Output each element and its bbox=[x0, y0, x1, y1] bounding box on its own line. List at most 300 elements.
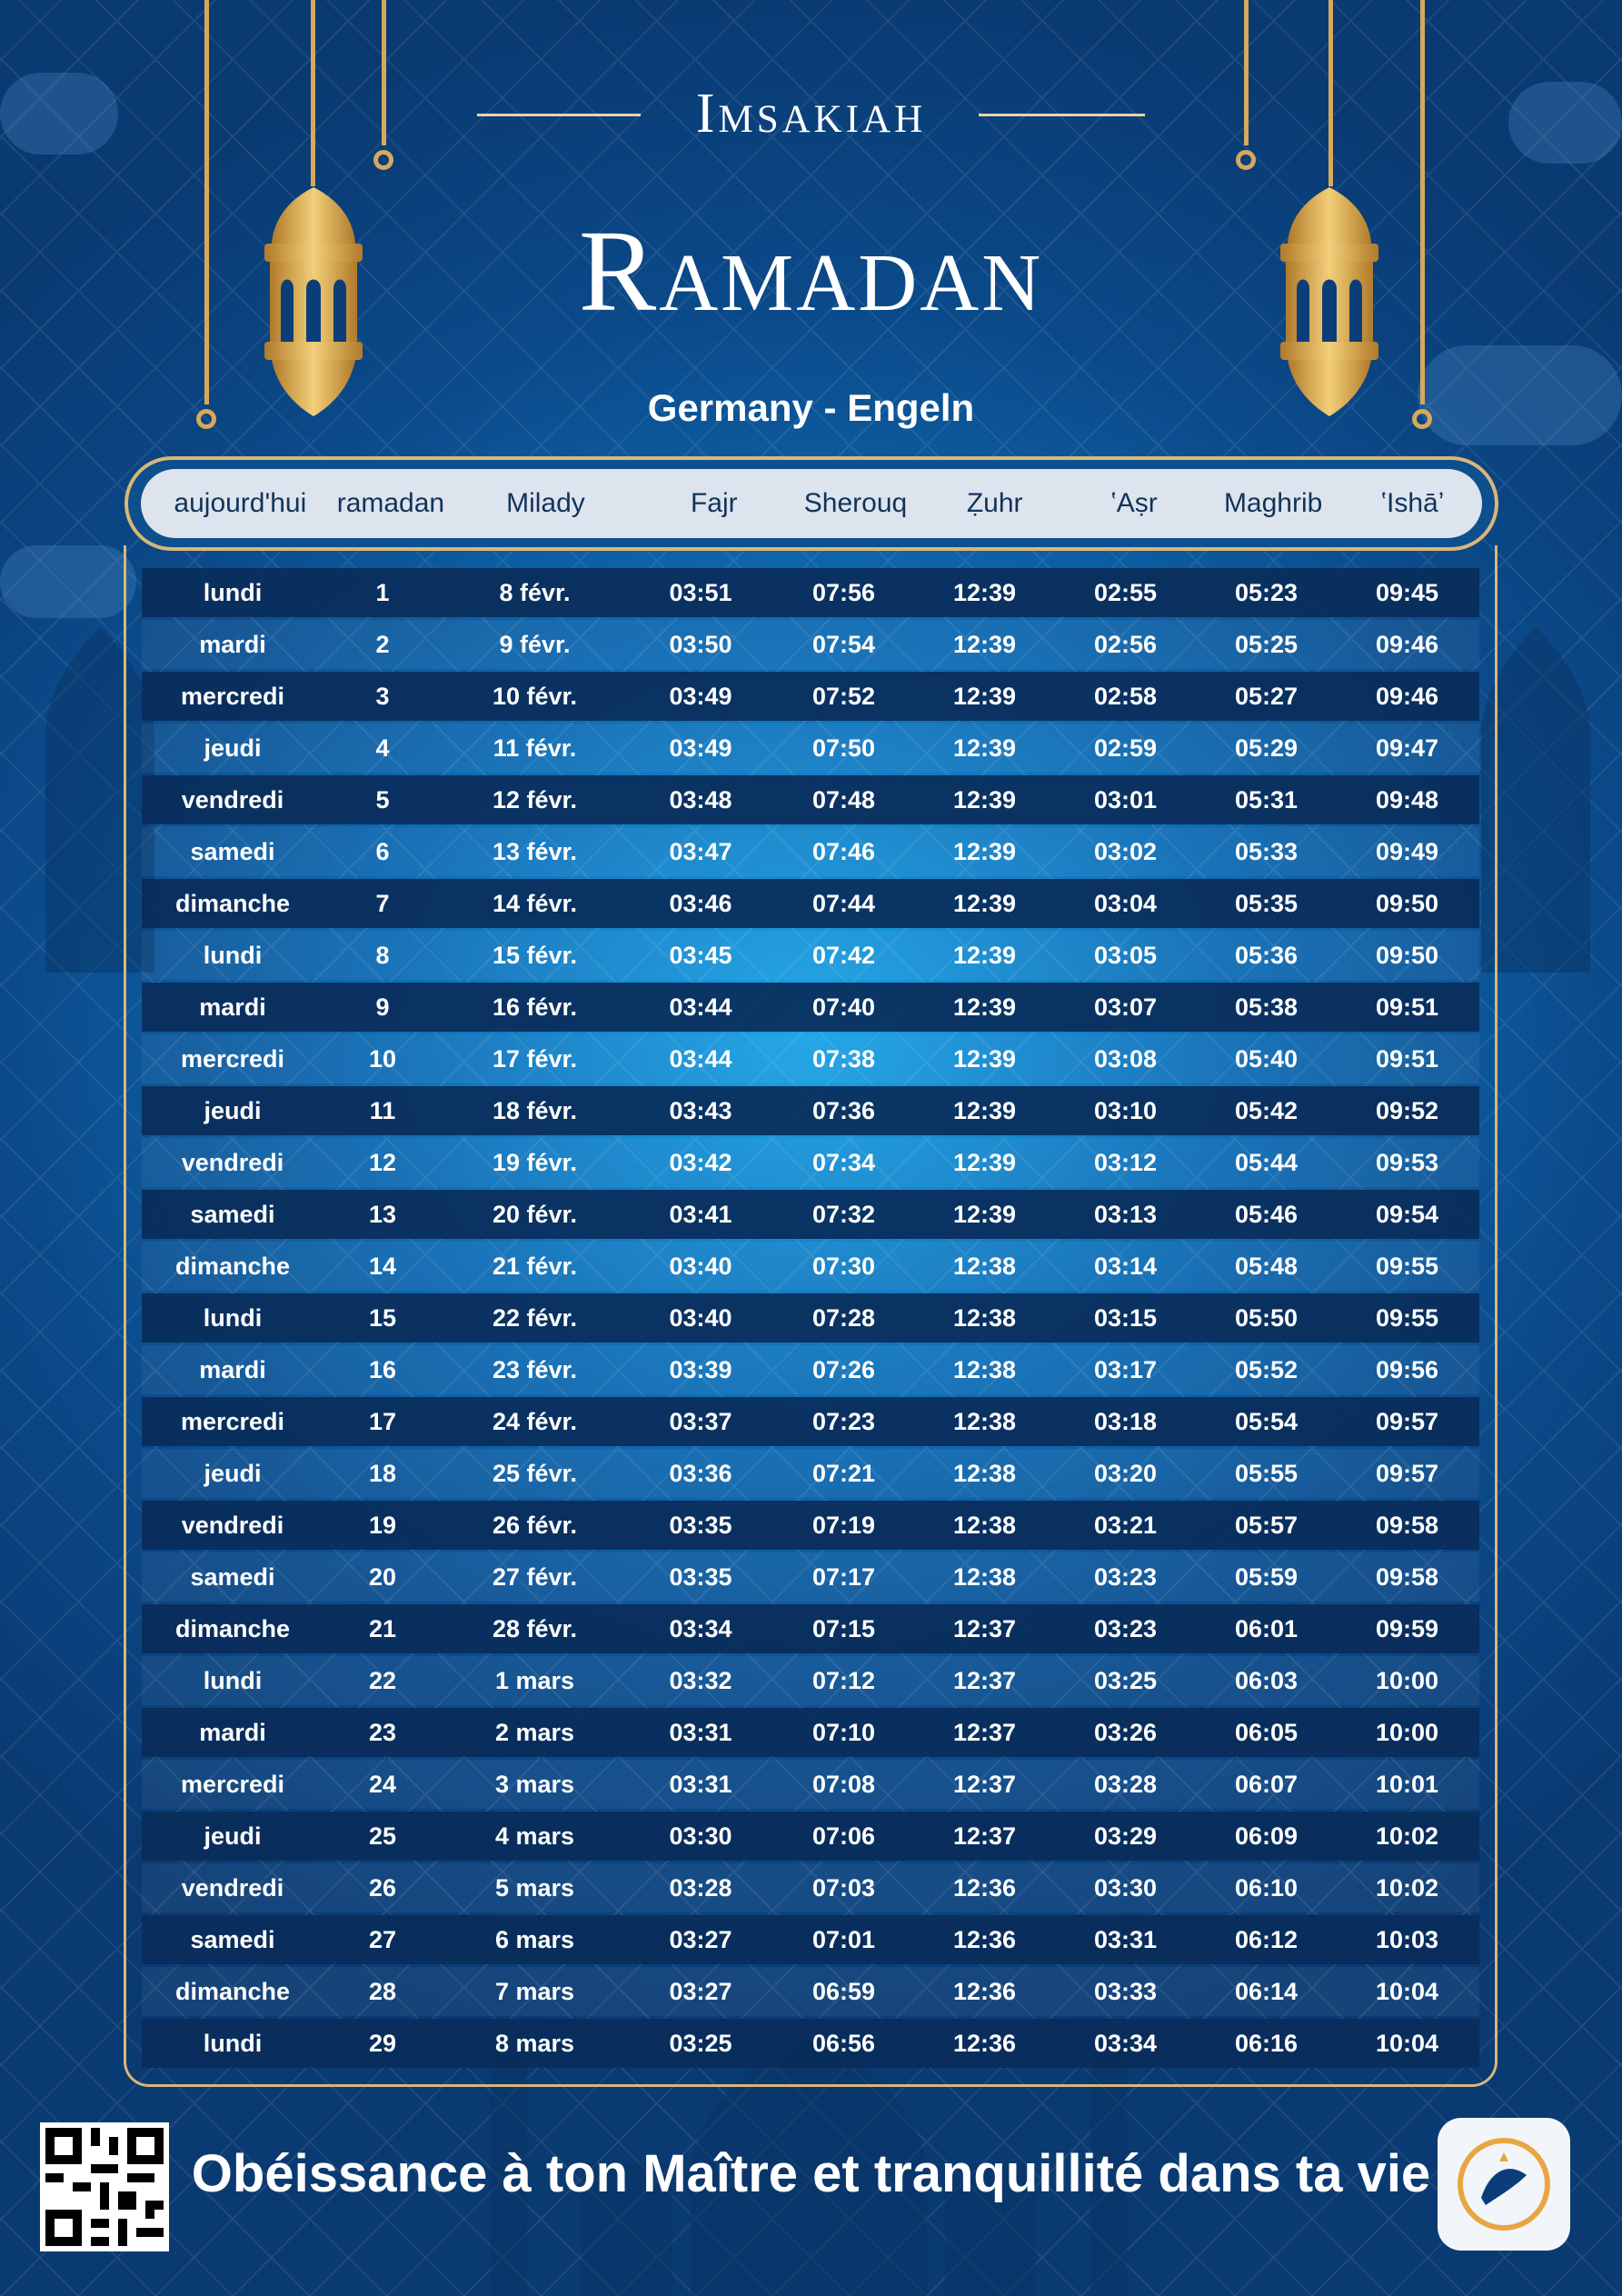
subtitle-imsakiah: Imsakiah bbox=[695, 83, 927, 145]
day-cell: vendredi bbox=[181, 1148, 284, 1176]
zuhr-cell: 12:37 bbox=[952, 1666, 1017, 1694]
isha-cell: 09:51 bbox=[1375, 1044, 1439, 1073]
maghrib-cell: 05:35 bbox=[1234, 889, 1299, 917]
sherouq-cell: 07:21 bbox=[811, 1459, 876, 1487]
date-cell: 12 févr. bbox=[492, 785, 578, 814]
zuhr-cell: 12:39 bbox=[952, 1148, 1017, 1176]
sherouq-cell: 07:30 bbox=[811, 1252, 876, 1280]
table-row bbox=[142, 1760, 1479, 1809]
sherouq-cell: 07:38 bbox=[811, 1044, 876, 1073]
maghrib-cell: 05:33 bbox=[1234, 837, 1299, 865]
maghrib-cell: 05:50 bbox=[1234, 1303, 1299, 1332]
maghrib-cell: 05:38 bbox=[1234, 993, 1299, 1021]
maghrib-cell: 06:01 bbox=[1234, 1614, 1299, 1642]
fajr-cell: 03:51 bbox=[669, 578, 732, 606]
fajr-cell: 03:46 bbox=[669, 889, 732, 917]
maghrib-cell: 06:07 bbox=[1234, 1770, 1299, 1798]
table-row bbox=[142, 1812, 1479, 1861]
ramadan-day-cell: 6 bbox=[375, 837, 390, 865]
qr-code-icon[interactable] bbox=[40, 2122, 169, 2251]
table-row bbox=[142, 1863, 1479, 1912]
maghrib-cell: 06:05 bbox=[1234, 1718, 1299, 1746]
date-cell: 3 mars bbox=[494, 1770, 575, 1798]
date-cell: 6 mars bbox=[494, 1925, 575, 1953]
table-row bbox=[142, 1242, 1479, 1291]
date-cell: 20 févr. bbox=[492, 1200, 578, 1228]
zuhr-cell: 12:37 bbox=[952, 1614, 1017, 1642]
asr-cell: 02:59 bbox=[1093, 734, 1158, 762]
asr-cell: 03:33 bbox=[1093, 1977, 1158, 2005]
date-cell: 14 févr. bbox=[492, 889, 578, 917]
asr-cell: 03:13 bbox=[1093, 1200, 1158, 1228]
asr-cell: 03:23 bbox=[1093, 1562, 1158, 1591]
date-cell: 13 févr. bbox=[492, 837, 578, 865]
table-row bbox=[142, 568, 1479, 617]
isha-cell: 10:04 bbox=[1375, 2029, 1439, 2057]
ring-left-inner bbox=[373, 150, 393, 170]
fajr-cell: 03:35 bbox=[669, 1511, 732, 1539]
fajr-cell: 03:27 bbox=[669, 1977, 732, 2005]
asr-cell: 03:10 bbox=[1093, 1096, 1158, 1124]
ramadan-day-cell: 3 bbox=[375, 682, 390, 710]
table-row bbox=[142, 1190, 1479, 1239]
sherouq-cell: 07:06 bbox=[811, 1822, 876, 1850]
table-row bbox=[142, 1915, 1479, 1964]
day-cell: lundi bbox=[203, 941, 263, 969]
cloud-left-mid bbox=[0, 545, 136, 618]
zuhr-cell: 12:39 bbox=[952, 1200, 1017, 1228]
maghrib-cell: 06:16 bbox=[1234, 2029, 1299, 2057]
zuhr-cell: 12:39 bbox=[952, 941, 1017, 969]
maghrib-cell: 06:03 bbox=[1234, 1666, 1299, 1694]
asr-cell: 03:14 bbox=[1093, 1252, 1158, 1280]
fajr-cell: 03:31 bbox=[669, 1770, 732, 1798]
isha-cell: 09:47 bbox=[1375, 734, 1439, 762]
isha-cell: 09:46 bbox=[1375, 682, 1439, 710]
table-row bbox=[142, 775, 1479, 824]
isha-cell: 10:00 bbox=[1375, 1718, 1439, 1746]
zuhr-cell: 12:37 bbox=[952, 1770, 1017, 1798]
maghrib-cell: 05:55 bbox=[1234, 1459, 1299, 1487]
sherouq-cell: 07:17 bbox=[811, 1562, 876, 1591]
fajr-cell: 03:40 bbox=[669, 1303, 732, 1332]
chain-left-outer bbox=[204, 0, 209, 404]
fajr-cell: 03:32 bbox=[669, 1666, 732, 1694]
zuhr-cell: 12:36 bbox=[952, 1873, 1017, 1902]
ramadan-day-cell: 26 bbox=[368, 1873, 397, 1902]
date-cell: 5 mars bbox=[494, 1873, 575, 1902]
asr-cell: 03:15 bbox=[1093, 1303, 1158, 1332]
ramadan-day-cell: 12 bbox=[368, 1148, 397, 1176]
isha-cell: 10:02 bbox=[1375, 1822, 1439, 1850]
fajr-cell: 03:27 bbox=[669, 1925, 732, 1953]
date-cell: 21 févr. bbox=[492, 1252, 578, 1280]
date-cell: 28 févr. bbox=[492, 1614, 578, 1642]
date-cell: 1 mars bbox=[494, 1666, 575, 1694]
sherouq-cell: 07:48 bbox=[811, 785, 876, 814]
ramadan-day-cell: 2 bbox=[375, 630, 390, 658]
day-cell: samedi bbox=[190, 1562, 275, 1591]
day-cell: samedi bbox=[190, 837, 275, 865]
date-cell: 10 févr. bbox=[492, 682, 578, 710]
asr-cell: 03:12 bbox=[1093, 1148, 1158, 1176]
isha-cell: 09:57 bbox=[1375, 1407, 1439, 1435]
maghrib-cell: 05:23 bbox=[1234, 578, 1299, 606]
date-cell: 8 févr. bbox=[499, 578, 571, 606]
sherouq-cell: 07:08 bbox=[811, 1770, 876, 1798]
day-cell: jeudi bbox=[204, 1096, 262, 1124]
fajr-cell: 03:39 bbox=[669, 1355, 732, 1383]
zuhr-cell: 12:36 bbox=[952, 2029, 1017, 2057]
sherouq-cell: 07:19 bbox=[811, 1511, 876, 1539]
date-cell: 27 févr. bbox=[492, 1562, 578, 1591]
table-row bbox=[142, 1449, 1479, 1498]
col-sherouq-header: Sherouq bbox=[803, 488, 908, 518]
date-cell: 22 févr. bbox=[492, 1303, 578, 1332]
day-cell: samedi bbox=[190, 1925, 275, 1953]
ramadan-day-cell: 1 bbox=[375, 578, 390, 606]
fajr-cell: 03:36 bbox=[669, 1459, 732, 1487]
ramadan-day-cell: 29 bbox=[368, 2029, 397, 2057]
sherouq-cell: 07:23 bbox=[811, 1407, 876, 1435]
zuhr-cell: 12:39 bbox=[952, 889, 1017, 917]
fajr-cell: 03:30 bbox=[669, 1822, 732, 1850]
isha-cell: 09:56 bbox=[1375, 1355, 1439, 1383]
maghrib-cell: 05:57 bbox=[1234, 1511, 1299, 1539]
isha-cell: 09:57 bbox=[1375, 1459, 1439, 1487]
isha-cell: 09:50 bbox=[1375, 941, 1439, 969]
ramadan-day-cell: 24 bbox=[368, 1770, 397, 1798]
fajr-cell: 03:25 bbox=[669, 2029, 732, 2057]
day-cell: mercredi bbox=[180, 1770, 285, 1798]
asr-cell: 02:58 bbox=[1093, 682, 1158, 710]
asr-cell: 03:17 bbox=[1093, 1355, 1158, 1383]
isha-cell: 09:50 bbox=[1375, 889, 1439, 917]
sherouq-cell: 07:42 bbox=[811, 941, 876, 969]
asr-cell: 03:18 bbox=[1093, 1407, 1158, 1435]
table-row bbox=[142, 620, 1479, 669]
zuhr-cell: 12:39 bbox=[952, 1044, 1017, 1073]
day-cell: mercredi bbox=[180, 1044, 285, 1073]
date-cell: 2 mars bbox=[494, 1718, 575, 1746]
fajr-cell: 03:28 bbox=[669, 1873, 732, 1902]
fajr-cell: 03:40 bbox=[669, 1252, 732, 1280]
table-header-bar bbox=[141, 469, 1482, 538]
maghrib-cell: 06:14 bbox=[1234, 1977, 1299, 2005]
zuhr-cell: 12:38 bbox=[952, 1252, 1017, 1280]
date-cell: 4 mars bbox=[494, 1822, 575, 1850]
sherouq-cell: 07:10 bbox=[811, 1718, 876, 1746]
maghrib-cell: 05:40 bbox=[1234, 1044, 1299, 1073]
date-cell: 15 févr. bbox=[492, 941, 578, 969]
fajr-cell: 03:41 bbox=[669, 1200, 732, 1228]
table-row bbox=[142, 1138, 1479, 1187]
fajr-cell: 03:48 bbox=[669, 785, 732, 814]
sherouq-cell: 07:34 bbox=[811, 1148, 876, 1176]
day-cell: lundi bbox=[203, 1303, 263, 1332]
isha-cell: 10:03 bbox=[1375, 1925, 1439, 1953]
table-row bbox=[142, 1656, 1479, 1705]
date-cell: 25 févr. bbox=[492, 1459, 578, 1487]
zuhr-cell: 12:38 bbox=[952, 1511, 1017, 1539]
asr-cell: 03:26 bbox=[1093, 1718, 1158, 1746]
table-row bbox=[142, 672, 1479, 721]
asr-cell: 03:34 bbox=[1093, 2029, 1158, 2057]
col-isha-header: ʽIshāʼ bbox=[1380, 488, 1445, 518]
sherouq-cell: 07:56 bbox=[811, 578, 876, 606]
table-row bbox=[142, 1604, 1479, 1653]
ramadan-day-cell: 16 bbox=[368, 1355, 397, 1383]
day-cell: dimanche bbox=[174, 1252, 291, 1280]
isha-cell: 10:02 bbox=[1375, 1873, 1439, 1902]
maghrib-cell: 06:12 bbox=[1234, 1925, 1299, 1953]
col-fajr-header: Fajr bbox=[690, 488, 738, 518]
location-label: Germany - Engeln bbox=[647, 386, 975, 429]
zuhr-cell: 12:36 bbox=[952, 1977, 1017, 2005]
day-cell: jeudi bbox=[204, 1822, 262, 1850]
ramadan-day-cell: 8 bbox=[375, 941, 390, 969]
asr-cell: 03:08 bbox=[1093, 1044, 1158, 1073]
zuhr-cell: 12:39 bbox=[952, 578, 1017, 606]
asr-cell: 03:29 bbox=[1093, 1822, 1158, 1850]
ramadan-day-cell: 27 bbox=[368, 1925, 397, 1953]
date-cell: 17 févr. bbox=[492, 1044, 578, 1073]
asr-cell: 02:55 bbox=[1093, 578, 1158, 606]
table-row bbox=[142, 1397, 1479, 1446]
chain-right-outer bbox=[1420, 0, 1425, 404]
ramadan-day-cell: 25 bbox=[368, 1822, 397, 1850]
day-cell: mardi bbox=[199, 1718, 266, 1746]
zuhr-cell: 12:38 bbox=[952, 1355, 1017, 1383]
maghrib-cell: 05:31 bbox=[1234, 785, 1299, 814]
maghrib-cell: 05:48 bbox=[1234, 1252, 1299, 1280]
sherouq-cell: 07:54 bbox=[811, 630, 876, 658]
ramadan-day-cell: 10 bbox=[368, 1044, 397, 1073]
date-cell: 23 févr. bbox=[492, 1355, 578, 1383]
maghrib-cell: 05:54 bbox=[1234, 1407, 1299, 1435]
fajr-cell: 03:45 bbox=[669, 941, 732, 969]
ramadan-day-cell: 9 bbox=[375, 993, 390, 1021]
fajr-cell: 03:43 bbox=[669, 1096, 732, 1124]
col-day-header: aujourd'hui bbox=[174, 488, 307, 518]
maghrib-cell: 05:42 bbox=[1234, 1096, 1299, 1124]
fajr-cell: 03:44 bbox=[669, 993, 732, 1021]
sherouq-cell: 07:01 bbox=[811, 1925, 876, 1953]
day-cell: dimanche bbox=[174, 1614, 291, 1642]
ramadan-day-cell: 11 bbox=[369, 1096, 396, 1124]
zuhr-cell: 12:39 bbox=[952, 734, 1017, 762]
isha-cell: 09:48 bbox=[1375, 785, 1439, 814]
fajr-cell: 03:44 bbox=[669, 1044, 732, 1073]
maghrib-cell: 05:27 bbox=[1234, 682, 1299, 710]
ramadan-day-cell: 17 bbox=[368, 1407, 397, 1435]
page-title: Ramadan bbox=[578, 206, 1044, 335]
sherouq-cell: 07:03 bbox=[811, 1873, 876, 1902]
asr-cell: 03:30 bbox=[1093, 1873, 1158, 1902]
ring-right-inner bbox=[1236, 150, 1256, 170]
maghrib-cell: 06:09 bbox=[1234, 1822, 1299, 1850]
isha-cell: 09:52 bbox=[1375, 1096, 1439, 1124]
ramadan-day-cell: 5 bbox=[375, 785, 390, 814]
isha-cell: 10:00 bbox=[1375, 1666, 1439, 1694]
asr-cell: 03:05 bbox=[1093, 941, 1158, 969]
sherouq-cell: 07:12 bbox=[811, 1666, 876, 1694]
isha-cell: 09:58 bbox=[1375, 1511, 1439, 1539]
isha-cell: 10:04 bbox=[1375, 1977, 1439, 2005]
ramadan-day-cell: 20 bbox=[368, 1562, 397, 1591]
isha-cell: 09:46 bbox=[1375, 630, 1439, 658]
maghrib-cell: 05:29 bbox=[1234, 734, 1299, 762]
table-row bbox=[142, 1293, 1479, 1343]
date-cell: 18 févr. bbox=[492, 1096, 578, 1124]
day-cell: jeudi bbox=[204, 1459, 262, 1487]
table-row bbox=[142, 931, 1479, 980]
ramadan-day-cell: 19 bbox=[368, 1511, 397, 1539]
zuhr-cell: 12:38 bbox=[952, 1562, 1017, 1591]
table-row bbox=[142, 983, 1479, 1032]
date-cell: 7 mars bbox=[494, 1977, 575, 2005]
ramadan-day-cell: 15 bbox=[368, 1303, 397, 1332]
zuhr-cell: 12:39 bbox=[952, 1096, 1017, 1124]
zuhr-cell: 12:37 bbox=[952, 1718, 1017, 1746]
isha-cell: 09:53 bbox=[1375, 1148, 1439, 1176]
col-milady-header: Milady bbox=[506, 488, 585, 518]
fajr-cell: 03:37 bbox=[669, 1407, 732, 1435]
day-cell: lundi bbox=[203, 2029, 263, 2057]
sherouq-cell: 07:50 bbox=[811, 734, 876, 762]
ramadan-day-cell: 21 bbox=[368, 1614, 397, 1642]
day-cell: mardi bbox=[199, 993, 266, 1021]
asr-cell: 03:04 bbox=[1093, 889, 1158, 917]
day-cell: vendredi bbox=[181, 1511, 284, 1539]
ramadan-day-cell: 13 bbox=[368, 1200, 397, 1228]
sherouq-cell: 06:56 bbox=[811, 2029, 876, 2057]
asr-cell: 03:25 bbox=[1093, 1666, 1158, 1694]
ramadan-day-cell: 22 bbox=[368, 1666, 397, 1694]
ramadan-day-cell: 7 bbox=[375, 889, 390, 917]
app-logo-icon[interactable] bbox=[1438, 2118, 1570, 2251]
sherouq-cell: 07:46 bbox=[811, 837, 876, 865]
asr-cell: 02:56 bbox=[1093, 630, 1158, 658]
table-row bbox=[142, 1967, 1479, 2016]
zuhr-cell: 12:38 bbox=[952, 1303, 1017, 1332]
day-cell: mercredi bbox=[180, 1407, 285, 1435]
fajr-cell: 03:49 bbox=[669, 734, 732, 762]
isha-cell: 09:45 bbox=[1375, 578, 1439, 606]
ramadan-day-cell: 18 bbox=[368, 1459, 397, 1487]
day-cell: mardi bbox=[199, 630, 266, 658]
sherouq-cell: 07:40 bbox=[811, 993, 876, 1021]
ramadan-day-cell: 28 bbox=[368, 1977, 397, 2005]
fajr-cell: 03:50 bbox=[669, 630, 732, 658]
ramadan-day-cell: 23 bbox=[368, 1718, 397, 1746]
table-row bbox=[142, 1086, 1479, 1135]
day-cell: vendredi bbox=[181, 785, 284, 814]
day-cell: dimanche bbox=[174, 1977, 291, 2005]
day-cell: lundi bbox=[203, 1666, 263, 1694]
asr-cell: 03:07 bbox=[1093, 993, 1158, 1021]
date-cell: 16 févr. bbox=[492, 993, 578, 1021]
sherouq-cell: 06:59 bbox=[811, 1977, 876, 2005]
asr-cell: 03:02 bbox=[1093, 837, 1158, 865]
timetable-body bbox=[142, 568, 1479, 2071]
zuhr-cell: 12:36 bbox=[952, 1925, 1017, 1953]
maghrib-cell: 05:46 bbox=[1234, 1200, 1299, 1228]
maghrib-cell: 05:25 bbox=[1234, 630, 1299, 658]
maghrib-cell: 05:44 bbox=[1234, 1148, 1299, 1176]
day-cell: mercredi bbox=[180, 682, 285, 710]
asr-cell: 03:31 bbox=[1093, 1925, 1158, 1953]
sherouq-cell: 07:36 bbox=[811, 1096, 876, 1124]
day-cell: samedi bbox=[190, 1200, 275, 1228]
isha-cell: 09:59 bbox=[1375, 1614, 1439, 1642]
isha-cell: 09:54 bbox=[1375, 1200, 1439, 1228]
ramadan-day-cell: 4 bbox=[375, 734, 390, 762]
isha-cell: 09:51 bbox=[1375, 993, 1439, 1021]
fajr-cell: 03:31 bbox=[669, 1718, 732, 1746]
fajr-cell: 03:35 bbox=[669, 1562, 732, 1591]
isha-cell: 09:55 bbox=[1375, 1303, 1439, 1332]
table-row bbox=[142, 724, 1479, 773]
fajr-cell: 03:49 bbox=[669, 682, 732, 710]
zuhr-cell: 12:39 bbox=[952, 837, 1017, 865]
date-cell: 19 févr. bbox=[492, 1148, 578, 1176]
table-header bbox=[124, 456, 1498, 551]
fajr-cell: 03:34 bbox=[669, 1614, 732, 1642]
col-ramadan-header: ramadan bbox=[336, 488, 445, 518]
sherouq-cell: 07:32 bbox=[811, 1200, 876, 1228]
fajr-cell: 03:47 bbox=[669, 837, 732, 865]
ramadan-day-cell: 14 bbox=[368, 1252, 397, 1280]
date-cell: 8 mars bbox=[494, 2029, 575, 2057]
maghrib-cell: 05:52 bbox=[1234, 1355, 1299, 1383]
maghrib-cell: 06:10 bbox=[1234, 1873, 1299, 1902]
asr-cell: 03:20 bbox=[1093, 1459, 1158, 1487]
date-cell: 11 févr. bbox=[493, 734, 577, 762]
zuhr-cell: 12:39 bbox=[952, 785, 1017, 814]
day-cell: lundi bbox=[203, 578, 263, 606]
table-row bbox=[142, 1501, 1479, 1550]
date-cell: 9 févr. bbox=[499, 630, 571, 658]
day-cell: vendredi bbox=[181, 1873, 284, 1902]
sherouq-cell: 07:15 bbox=[811, 1614, 876, 1642]
day-cell: jeudi bbox=[204, 734, 262, 762]
isha-cell: 09:49 bbox=[1375, 837, 1439, 865]
table-row bbox=[142, 2019, 1479, 2068]
col-asr-header: ʽAṣr bbox=[1110, 488, 1158, 518]
zuhr-cell: 12:39 bbox=[952, 993, 1017, 1021]
asr-cell: 03:23 bbox=[1093, 1614, 1158, 1642]
date-cell: 26 févr. bbox=[492, 1511, 578, 1539]
col-maghrib-header: Maghrib bbox=[1223, 488, 1323, 518]
sherouq-cell: 07:52 bbox=[811, 682, 876, 710]
table-row bbox=[142, 1552, 1479, 1602]
sherouq-cell: 07:28 bbox=[811, 1303, 876, 1332]
asr-cell: 03:21 bbox=[1093, 1511, 1158, 1539]
asr-cell: 03:01 bbox=[1093, 785, 1158, 814]
col-zuhr-header: Ẓuhr bbox=[966, 488, 1023, 518]
date-cell: 24 févr. bbox=[492, 1407, 578, 1435]
zuhr-cell: 12:39 bbox=[952, 630, 1017, 658]
table-row bbox=[142, 879, 1479, 928]
asr-cell: 03:28 bbox=[1093, 1770, 1158, 1798]
maghrib-cell: 05:36 bbox=[1234, 941, 1299, 969]
table-row bbox=[142, 1345, 1479, 1394]
table-row bbox=[142, 827, 1479, 876]
table-row bbox=[142, 1708, 1479, 1757]
day-cell: dimanche bbox=[174, 889, 291, 917]
zuhr-cell: 12:39 bbox=[952, 682, 1017, 710]
